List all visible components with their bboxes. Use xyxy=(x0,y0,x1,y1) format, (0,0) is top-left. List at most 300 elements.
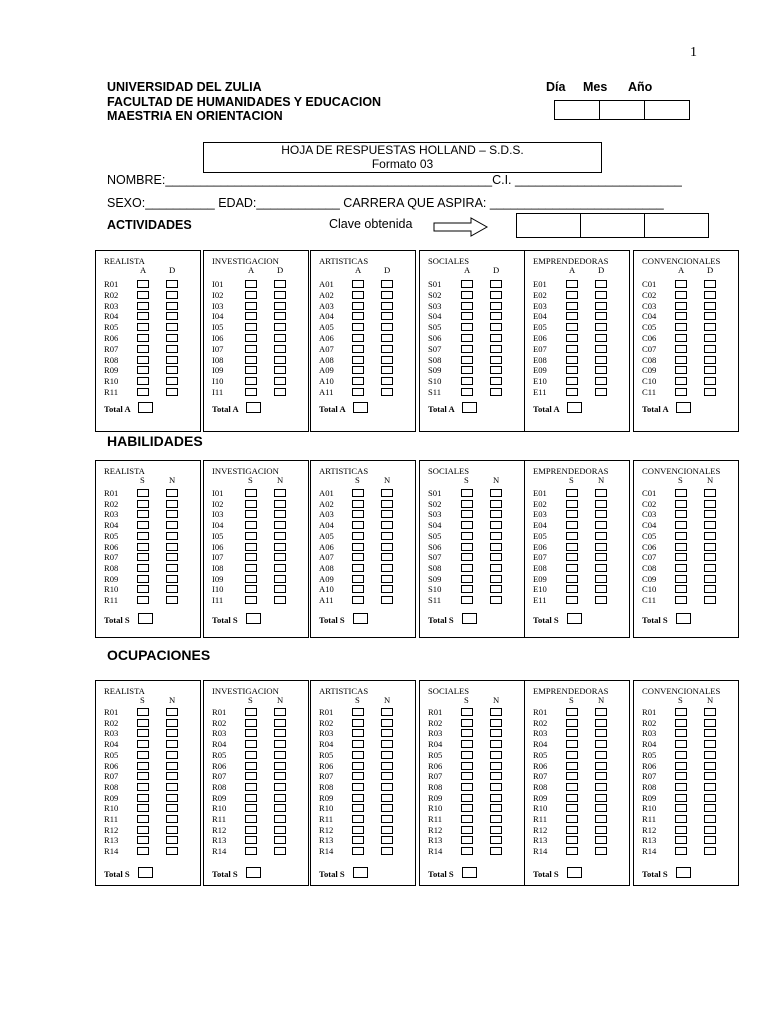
answer-checkbox[interactable] xyxy=(566,291,578,299)
answer-checkbox[interactable] xyxy=(245,794,257,802)
answer-checkbox[interactable] xyxy=(166,323,178,331)
answer-checkbox[interactable] xyxy=(245,585,257,593)
answer-checkbox[interactable] xyxy=(595,585,607,593)
answer-checkbox[interactable] xyxy=(352,280,364,288)
answer-checkbox[interactable] xyxy=(704,334,716,342)
answer-checkbox[interactable] xyxy=(245,847,257,855)
answer-checkbox[interactable] xyxy=(274,596,286,604)
answer-checkbox[interactable] xyxy=(490,815,502,823)
answer-checkbox[interactable] xyxy=(675,334,687,342)
answer-checkbox[interactable] xyxy=(274,377,286,385)
answer-checkbox[interactable] xyxy=(274,708,286,716)
answer-checkbox[interactable] xyxy=(675,388,687,396)
answer-checkbox[interactable] xyxy=(595,719,607,727)
answer-checkbox[interactable] xyxy=(352,334,364,342)
answer-checkbox[interactable] xyxy=(245,575,257,583)
answer-checkbox[interactable] xyxy=(490,804,502,812)
answer-checkbox[interactable] xyxy=(274,312,286,320)
answer-checkbox[interactable] xyxy=(490,794,502,802)
answer-checkbox[interactable] xyxy=(381,334,393,342)
answer-checkbox[interactable] xyxy=(704,751,716,759)
answer-checkbox[interactable] xyxy=(675,564,687,572)
answer-checkbox[interactable] xyxy=(137,345,149,353)
answer-checkbox[interactable] xyxy=(381,564,393,572)
answer-checkbox[interactable] xyxy=(137,772,149,780)
answer-checkbox[interactable] xyxy=(274,740,286,748)
answer-checkbox[interactable] xyxy=(137,719,149,727)
answer-checkbox[interactable] xyxy=(352,804,364,812)
answer-checkbox[interactable] xyxy=(166,280,178,288)
answer-checkbox[interactable] xyxy=(490,751,502,759)
answer-checkbox[interactable] xyxy=(704,762,716,770)
answer-checkbox[interactable] xyxy=(675,291,687,299)
answer-checkbox[interactable] xyxy=(461,388,473,396)
answer-checkbox[interactable] xyxy=(704,585,716,593)
answer-checkbox[interactable] xyxy=(490,708,502,716)
answer-checkbox[interactable] xyxy=(566,280,578,288)
answer-checkbox[interactable] xyxy=(245,596,257,604)
answer-checkbox[interactable] xyxy=(245,510,257,518)
answer-checkbox[interactable] xyxy=(137,280,149,288)
answer-checkbox[interactable] xyxy=(566,708,578,716)
answer-checkbox[interactable] xyxy=(490,729,502,737)
answer-checkbox[interactable] xyxy=(566,564,578,572)
answer-checkbox[interactable] xyxy=(274,280,286,288)
answer-checkbox[interactable] xyxy=(595,291,607,299)
answer-checkbox[interactable] xyxy=(352,388,364,396)
answer-checkbox[interactable] xyxy=(245,377,257,385)
answer-checkbox[interactable] xyxy=(245,291,257,299)
answer-checkbox[interactable] xyxy=(274,729,286,737)
total-box[interactable] xyxy=(138,402,153,413)
answer-checkbox[interactable] xyxy=(461,543,473,551)
answer-checkbox[interactable] xyxy=(704,510,716,518)
answer-checkbox[interactable] xyxy=(461,532,473,540)
answer-checkbox[interactable] xyxy=(166,356,178,364)
answer-checkbox[interactable] xyxy=(704,596,716,604)
answer-checkbox[interactable] xyxy=(566,323,578,331)
answer-checkbox[interactable] xyxy=(675,356,687,364)
answer-checkbox[interactable] xyxy=(274,826,286,834)
answer-checkbox[interactable] xyxy=(381,302,393,310)
answer-checkbox[interactable] xyxy=(461,366,473,374)
answer-checkbox[interactable] xyxy=(245,815,257,823)
answer-checkbox[interactable] xyxy=(274,564,286,572)
answer-checkbox[interactable] xyxy=(352,564,364,572)
total-box[interactable] xyxy=(676,613,691,624)
answer-checkbox[interactable] xyxy=(137,510,149,518)
answer-checkbox[interactable] xyxy=(490,719,502,727)
answer-checkbox[interactable] xyxy=(245,302,257,310)
answer-checkbox[interactable] xyxy=(166,729,178,737)
answer-checkbox[interactable] xyxy=(566,836,578,844)
answer-checkbox[interactable] xyxy=(245,772,257,780)
answer-checkbox[interactable] xyxy=(704,729,716,737)
answer-checkbox[interactable] xyxy=(490,543,502,551)
answer-checkbox[interactable] xyxy=(461,553,473,561)
answer-checkbox[interactable] xyxy=(675,302,687,310)
answer-checkbox[interactable] xyxy=(595,596,607,604)
answer-checkbox[interactable] xyxy=(166,719,178,727)
answer-checkbox[interactable] xyxy=(381,553,393,561)
answer-checkbox[interactable] xyxy=(137,500,149,508)
answer-checkbox[interactable] xyxy=(137,815,149,823)
answer-checkbox[interactable] xyxy=(490,596,502,604)
answer-checkbox[interactable] xyxy=(566,719,578,727)
answer-checkbox[interactable] xyxy=(352,521,364,529)
answer-checkbox[interactable] xyxy=(245,708,257,716)
answer-checkbox[interactable] xyxy=(461,783,473,791)
answer-checkbox[interactable] xyxy=(352,596,364,604)
answer-checkbox[interactable] xyxy=(245,564,257,572)
answer-checkbox[interactable] xyxy=(490,366,502,374)
answer-checkbox[interactable] xyxy=(704,302,716,310)
answer-checkbox[interactable] xyxy=(595,708,607,716)
answer-checkbox[interactable] xyxy=(704,783,716,791)
answer-checkbox[interactable] xyxy=(566,312,578,320)
answer-checkbox[interactable] xyxy=(352,772,364,780)
total-box[interactable] xyxy=(676,402,691,413)
answer-checkbox[interactable] xyxy=(166,564,178,572)
answer-checkbox[interactable] xyxy=(274,815,286,823)
answer-checkbox[interactable] xyxy=(461,334,473,342)
answer-checkbox[interactable] xyxy=(166,751,178,759)
answer-checkbox[interactable] xyxy=(381,729,393,737)
answer-checkbox[interactable] xyxy=(595,388,607,396)
answer-checkbox[interactable] xyxy=(566,553,578,561)
answer-checkbox[interactable] xyxy=(166,489,178,497)
answer-checkbox[interactable] xyxy=(381,815,393,823)
answer-checkbox[interactable] xyxy=(137,334,149,342)
answer-checkbox[interactable] xyxy=(461,377,473,385)
answer-checkbox[interactable] xyxy=(595,280,607,288)
answer-checkbox[interactable] xyxy=(166,762,178,770)
answer-checkbox[interactable] xyxy=(566,729,578,737)
answer-checkbox[interactable] xyxy=(490,291,502,299)
sexo-edad-carrera-field[interactable]: SEXO:__________ EDAD:____________ CARRERA QUE ASPIRA: _________________________ xyxy=(107,196,664,210)
answer-checkbox[interactable] xyxy=(352,543,364,551)
answer-checkbox[interactable] xyxy=(137,836,149,844)
answer-checkbox[interactable] xyxy=(566,783,578,791)
answer-checkbox[interactable] xyxy=(137,751,149,759)
answer-checkbox[interactable] xyxy=(675,751,687,759)
answer-checkbox[interactable] xyxy=(595,366,607,374)
answer-checkbox[interactable] xyxy=(675,585,687,593)
answer-checkbox[interactable] xyxy=(381,708,393,716)
answer-checkbox[interactable] xyxy=(490,356,502,364)
answer-checkbox[interactable] xyxy=(675,719,687,727)
clave-box[interactable] xyxy=(581,214,645,237)
answer-checkbox[interactable] xyxy=(352,826,364,834)
answer-checkbox[interactable] xyxy=(166,783,178,791)
answer-checkbox[interactable] xyxy=(166,585,178,593)
total-box[interactable] xyxy=(138,867,153,878)
answer-checkbox[interactable] xyxy=(381,356,393,364)
answer-checkbox[interactable] xyxy=(381,847,393,855)
answer-checkbox[interactable] xyxy=(595,794,607,802)
answer-checkbox[interactable] xyxy=(490,575,502,583)
answer-checkbox[interactable] xyxy=(381,751,393,759)
answer-checkbox[interactable] xyxy=(381,719,393,727)
answer-checkbox[interactable] xyxy=(704,772,716,780)
answer-checkbox[interactable] xyxy=(137,596,149,604)
answer-checkbox[interactable] xyxy=(245,388,257,396)
answer-checkbox[interactable] xyxy=(675,323,687,331)
answer-checkbox[interactable] xyxy=(381,826,393,834)
answer-checkbox[interactable] xyxy=(566,521,578,529)
answer-checkbox[interactable] xyxy=(245,543,257,551)
answer-checkbox[interactable] xyxy=(274,772,286,780)
answer-checkbox[interactable] xyxy=(461,510,473,518)
date-day-box[interactable] xyxy=(555,101,600,119)
answer-checkbox[interactable] xyxy=(461,312,473,320)
date-month-box[interactable] xyxy=(600,101,645,119)
answer-checkbox[interactable] xyxy=(675,729,687,737)
answer-checkbox[interactable] xyxy=(461,280,473,288)
answer-checkbox[interactable] xyxy=(166,794,178,802)
answer-checkbox[interactable] xyxy=(704,575,716,583)
answer-checkbox[interactable] xyxy=(490,280,502,288)
answer-checkbox[interactable] xyxy=(461,345,473,353)
answer-checkbox[interactable] xyxy=(490,532,502,540)
answer-checkbox[interactable] xyxy=(137,377,149,385)
answer-checkbox[interactable] xyxy=(245,762,257,770)
answer-checkbox[interactable] xyxy=(137,729,149,737)
answer-checkbox[interactable] xyxy=(166,596,178,604)
answer-checkbox[interactable] xyxy=(566,740,578,748)
answer-checkbox[interactable] xyxy=(704,500,716,508)
answer-checkbox[interactable] xyxy=(352,345,364,353)
answer-checkbox[interactable] xyxy=(352,356,364,364)
answer-checkbox[interactable] xyxy=(137,323,149,331)
answer-checkbox[interactable] xyxy=(566,302,578,310)
total-box[interactable] xyxy=(353,613,368,624)
answer-checkbox[interactable] xyxy=(352,510,364,518)
answer-checkbox[interactable] xyxy=(245,280,257,288)
answer-checkbox[interactable] xyxy=(352,366,364,374)
answer-checkbox[interactable] xyxy=(381,510,393,518)
answer-checkbox[interactable] xyxy=(274,543,286,551)
answer-checkbox[interactable] xyxy=(352,323,364,331)
answer-checkbox[interactable] xyxy=(461,836,473,844)
answer-checkbox[interactable] xyxy=(166,815,178,823)
answer-checkbox[interactable] xyxy=(566,826,578,834)
answer-checkbox[interactable] xyxy=(461,826,473,834)
total-box[interactable] xyxy=(353,867,368,878)
answer-checkbox[interactable] xyxy=(461,564,473,572)
answer-checkbox[interactable] xyxy=(137,302,149,310)
answer-checkbox[interactable] xyxy=(381,575,393,583)
answer-checkbox[interactable] xyxy=(274,345,286,353)
answer-checkbox[interactable] xyxy=(245,323,257,331)
answer-checkbox[interactable] xyxy=(137,291,149,299)
answer-checkbox[interactable] xyxy=(490,323,502,331)
answer-checkbox[interactable] xyxy=(490,312,502,320)
answer-checkbox[interactable] xyxy=(461,585,473,593)
answer-checkbox[interactable] xyxy=(595,500,607,508)
answer-checkbox[interactable] xyxy=(245,729,257,737)
answer-checkbox[interactable] xyxy=(704,794,716,802)
answer-checkbox[interactable] xyxy=(675,489,687,497)
answer-checkbox[interactable] xyxy=(381,388,393,396)
answer-checkbox[interactable] xyxy=(352,532,364,540)
answer-checkbox[interactable] xyxy=(137,366,149,374)
answer-checkbox[interactable] xyxy=(274,575,286,583)
answer-checkbox[interactable] xyxy=(137,388,149,396)
answer-checkbox[interactable] xyxy=(274,356,286,364)
nombre-ci-field[interactable]: NOMBRE:_______________________________________________C.I. ________________________ xyxy=(107,173,682,187)
answer-checkbox[interactable] xyxy=(352,377,364,385)
answer-checkbox[interactable] xyxy=(595,334,607,342)
answer-checkbox[interactable] xyxy=(566,815,578,823)
answer-checkbox[interactable] xyxy=(704,312,716,320)
answer-checkbox[interactable] xyxy=(381,312,393,320)
answer-checkbox[interactable] xyxy=(166,772,178,780)
answer-checkbox[interactable] xyxy=(166,532,178,540)
answer-checkbox[interactable] xyxy=(245,521,257,529)
answer-checkbox[interactable] xyxy=(137,762,149,770)
answer-checkbox[interactable] xyxy=(704,740,716,748)
answer-checkbox[interactable] xyxy=(704,543,716,551)
answer-checkbox[interactable] xyxy=(352,575,364,583)
answer-checkbox[interactable] xyxy=(274,783,286,791)
answer-checkbox[interactable] xyxy=(461,751,473,759)
answer-checkbox[interactable] xyxy=(675,740,687,748)
answer-checkbox[interactable] xyxy=(137,489,149,497)
answer-checkbox[interactable] xyxy=(137,794,149,802)
answer-checkbox[interactable] xyxy=(675,794,687,802)
answer-checkbox[interactable] xyxy=(381,772,393,780)
answer-checkbox[interactable] xyxy=(381,762,393,770)
answer-checkbox[interactable] xyxy=(704,366,716,374)
answer-checkbox[interactable] xyxy=(381,345,393,353)
answer-checkbox[interactable] xyxy=(675,500,687,508)
answer-checkbox[interactable] xyxy=(566,772,578,780)
answer-checkbox[interactable] xyxy=(675,847,687,855)
answer-checkbox[interactable] xyxy=(595,553,607,561)
answer-checkbox[interactable] xyxy=(352,585,364,593)
answer-checkbox[interactable] xyxy=(166,847,178,855)
total-box[interactable] xyxy=(246,613,261,624)
answer-checkbox[interactable] xyxy=(490,740,502,748)
answer-checkbox[interactable] xyxy=(704,553,716,561)
answer-checkbox[interactable] xyxy=(704,804,716,812)
answer-checkbox[interactable] xyxy=(352,729,364,737)
answer-checkbox[interactable] xyxy=(675,836,687,844)
answer-checkbox[interactable] xyxy=(704,280,716,288)
total-box[interactable] xyxy=(462,867,477,878)
answer-checkbox[interactable] xyxy=(566,596,578,604)
answer-checkbox[interactable] xyxy=(566,388,578,396)
answer-checkbox[interactable] xyxy=(352,815,364,823)
answer-checkbox[interactable] xyxy=(675,312,687,320)
answer-checkbox[interactable] xyxy=(245,553,257,561)
answer-checkbox[interactable] xyxy=(137,826,149,834)
answer-checkbox[interactable] xyxy=(675,596,687,604)
answer-checkbox[interactable] xyxy=(245,532,257,540)
answer-checkbox[interactable] xyxy=(461,708,473,716)
answer-checkbox[interactable] xyxy=(595,783,607,791)
answer-checkbox[interactable] xyxy=(704,532,716,540)
answer-checkbox[interactable] xyxy=(566,345,578,353)
answer-checkbox[interactable] xyxy=(274,323,286,331)
answer-checkbox[interactable] xyxy=(490,334,502,342)
answer-checkbox[interactable] xyxy=(461,815,473,823)
answer-checkbox[interactable] xyxy=(166,553,178,561)
answer-checkbox[interactable] xyxy=(274,291,286,299)
answer-checkbox[interactable] xyxy=(595,575,607,583)
answer-checkbox[interactable] xyxy=(352,751,364,759)
answer-checkbox[interactable] xyxy=(137,783,149,791)
answer-checkbox[interactable] xyxy=(381,280,393,288)
answer-checkbox[interactable] xyxy=(137,553,149,561)
answer-checkbox[interactable] xyxy=(245,356,257,364)
answer-checkbox[interactable] xyxy=(704,291,716,299)
answer-checkbox[interactable] xyxy=(381,323,393,331)
answer-checkbox[interactable] xyxy=(490,783,502,791)
answer-checkbox[interactable] xyxy=(490,847,502,855)
answer-checkbox[interactable] xyxy=(675,772,687,780)
total-box[interactable] xyxy=(353,402,368,413)
answer-checkbox[interactable] xyxy=(245,366,257,374)
answer-checkbox[interactable] xyxy=(704,345,716,353)
answer-checkbox[interactable] xyxy=(381,836,393,844)
answer-checkbox[interactable] xyxy=(274,334,286,342)
answer-checkbox[interactable] xyxy=(137,312,149,320)
answer-checkbox[interactable] xyxy=(675,510,687,518)
answer-checkbox[interactable] xyxy=(595,323,607,331)
clave-box[interactable] xyxy=(517,214,581,237)
answer-checkbox[interactable] xyxy=(381,585,393,593)
answer-checkbox[interactable] xyxy=(274,836,286,844)
answer-checkbox[interactable] xyxy=(675,521,687,529)
answer-checkbox[interactable] xyxy=(675,783,687,791)
answer-checkbox[interactable] xyxy=(461,291,473,299)
answer-checkbox[interactable] xyxy=(595,772,607,780)
answer-checkbox[interactable] xyxy=(352,312,364,320)
answer-checkbox[interactable] xyxy=(490,500,502,508)
answer-checkbox[interactable] xyxy=(461,729,473,737)
answer-checkbox[interactable] xyxy=(137,708,149,716)
answer-checkbox[interactable] xyxy=(381,291,393,299)
answer-checkbox[interactable] xyxy=(352,489,364,497)
answer-checkbox[interactable] xyxy=(595,377,607,385)
answer-checkbox[interactable] xyxy=(595,489,607,497)
answer-checkbox[interactable] xyxy=(675,345,687,353)
answer-checkbox[interactable] xyxy=(166,543,178,551)
answer-checkbox[interactable] xyxy=(461,356,473,364)
answer-checkbox[interactable] xyxy=(490,302,502,310)
total-box[interactable] xyxy=(246,867,261,878)
clave-box[interactable] xyxy=(645,214,708,237)
answer-checkbox[interactable] xyxy=(490,762,502,770)
answer-checkbox[interactable] xyxy=(245,804,257,812)
answer-checkbox[interactable] xyxy=(595,826,607,834)
answer-checkbox[interactable] xyxy=(461,596,473,604)
answer-checkbox[interactable] xyxy=(352,783,364,791)
answer-checkbox[interactable] xyxy=(595,804,607,812)
answer-checkbox[interactable] xyxy=(704,719,716,727)
answer-checkbox[interactable] xyxy=(675,377,687,385)
answer-checkbox[interactable] xyxy=(274,847,286,855)
answer-checkbox[interactable] xyxy=(704,708,716,716)
answer-checkbox[interactable] xyxy=(490,836,502,844)
answer-checkbox[interactable] xyxy=(137,585,149,593)
answer-checkbox[interactable] xyxy=(595,302,607,310)
answer-checkbox[interactable] xyxy=(274,553,286,561)
answer-checkbox[interactable] xyxy=(566,334,578,342)
answer-checkbox[interactable] xyxy=(566,366,578,374)
